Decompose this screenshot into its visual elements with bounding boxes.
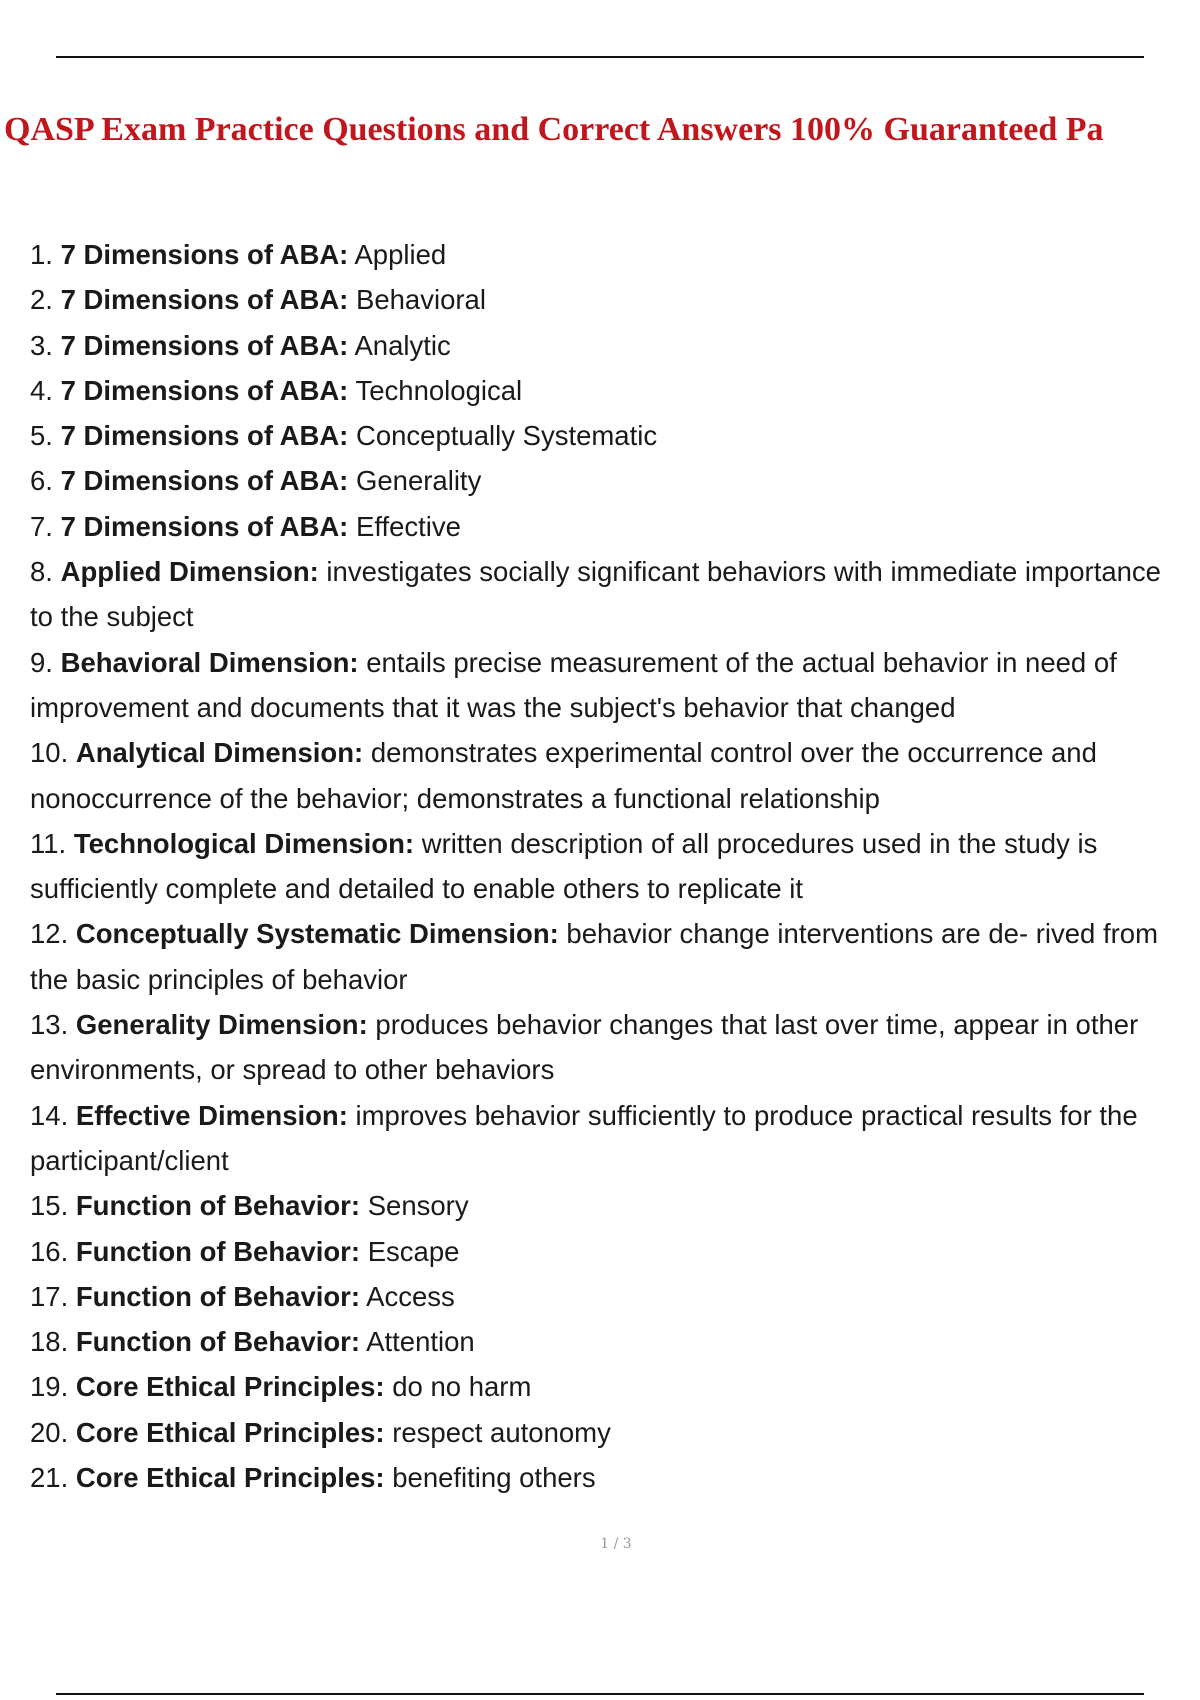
qa-item-definition: Generality: [355, 465, 482, 497]
qa-item-number: 1.: [30, 239, 53, 270]
qa-item-number: 10.: [30, 737, 69, 769]
qa-item: [30, 1410, 1190, 1455]
qa-item-definition: investigates socially significant behaviors with immediate importance to the subject: [30, 556, 1161, 633]
qa-item-number: 12.: [30, 918, 69, 950]
qa-item-definition: Conceptually Systematic: [355, 420, 658, 452]
qa-item-definition: entails precise measurement of the actual behavior in need of improvement and documents that it was the subject's behavior that changed: [30, 646, 1117, 723]
qa-item-term: Function of Behavior:: [75, 1190, 361, 1222]
qa-item-term: 7 Dimensions of ABA:: [60, 420, 349, 452]
qa-item-number: 11.: [30, 827, 67, 859]
qa-item: [30, 821, 1190, 912]
qa-item: [30, 730, 1190, 821]
qa-item: [30, 1319, 1190, 1364]
qa-item-number: 13.: [30, 1009, 69, 1041]
qa-item-term: Conceptually Systematic Dimension:: [75, 918, 559, 950]
qa-item-number: 9.: [30, 646, 53, 678]
qa-item-term: Core Ethical Principles:: [75, 1371, 385, 1403]
qa-item-number: 7.: [30, 510, 53, 542]
qa-item-number: 14.: [30, 1099, 69, 1131]
qa-item: [30, 323, 1190, 368]
qa-item-term: Technological Dimension:: [73, 827, 415, 859]
qa-item-term: Function of Behavior:: [75, 1326, 361, 1358]
qa-item-number: 3.: [30, 329, 53, 361]
qa-item-definition: benefiting others: [392, 1462, 596, 1494]
qa-item-definition: Applied: [354, 239, 447, 270]
qa-item: [30, 1002, 1190, 1093]
qa-item: [30, 458, 1190, 503]
qa-item: [30, 1183, 1190, 1228]
qa-item: [30, 640, 1190, 731]
qa-item-number: 4.: [30, 374, 53, 406]
qa-item-term: Effective Dimension:: [75, 1099, 348, 1131]
qa-item-number: 16.: [30, 1235, 69, 1267]
qa-item: [30, 504, 1190, 549]
qa-item: [30, 277, 1190, 322]
top-divider: [56, 56, 1144, 58]
qa-item-number: 19.: [30, 1371, 69, 1403]
qa-item-definition: Attention: [366, 1326, 475, 1358]
qa-item: [30, 911, 1190, 1002]
qa-item-definition: Analytic: [354, 329, 451, 361]
qa-item: [30, 368, 1190, 413]
qa-item-definition: behavior change interventions are de- rived from the basic principles of behavior: [30, 918, 1158, 995]
qa-item-term: Behavioral Dimension:: [60, 646, 359, 678]
qa-item-term: Function of Behavior:: [75, 1235, 361, 1267]
qa-item-definition: Behavioral: [355, 284, 486, 316]
qa-item-number: 18.: [30, 1326, 69, 1358]
qa-item-term: Applied Dimension:: [60, 556, 319, 588]
bottom-divider: [56, 1693, 1144, 1695]
qa-item-term: 7 Dimensions of ABA:: [60, 329, 349, 361]
qa-item: [30, 413, 1190, 458]
qa-item-definition: do no harm: [392, 1371, 532, 1403]
qa-item-term: 7 Dimensions of ABA:: [60, 284, 349, 316]
qa-item-term: 7 Dimensions of ABA:: [60, 465, 349, 497]
qa-item: [30, 1274, 1190, 1319]
qa-item: [30, 1364, 1190, 1409]
qa-item-number: 21.: [30, 1462, 69, 1494]
qa-item: [30, 1229, 1190, 1274]
qa-item-number: 6.: [30, 465, 53, 497]
qa-item-definition: produces behavior changes that last over time, appear in other environments, or spread to other behaviors: [30, 1009, 1139, 1086]
qa-item-number: 8.: [30, 556, 53, 588]
qa-item-definition: written description of all procedures used in the study is sufficiently complete and detailed to enable others to replicate it: [30, 827, 1098, 905]
qa-item-number: 2.: [30, 284, 53, 316]
qa-item-term: 7 Dimensions of ABA:: [60, 510, 349, 542]
qa-item-term: 7 Dimensions of ABA:: [60, 239, 349, 270]
qa-item-term: Core Ethical Principles:: [75, 1462, 385, 1494]
qa-item: [30, 1455, 1190, 1500]
qa-item-term: Generality Dimension:: [75, 1009, 368, 1041]
qa-item-number: 5.: [30, 420, 53, 452]
qa-item-number: 17.: [30, 1280, 69, 1312]
qa-item-term: Core Ethical Principles:: [75, 1416, 385, 1448]
qa-item-term: Function of Behavior:: [75, 1280, 361, 1312]
qa-item-number: 20.: [30, 1416, 69, 1448]
qa-item: [30, 1093, 1190, 1184]
qa-list: [30, 232, 1190, 1500]
qa-item-definition: Effective: [355, 510, 461, 542]
qa-item-definition: demonstrates experimental control over the occurrence and nonoccurrence of the behavior; demonstrates a functional relationship: [30, 737, 1097, 814]
qa-item-definition: Escape: [367, 1235, 460, 1267]
qa-item: [30, 232, 1190, 277]
qa-item-term: Analytical Dimension:: [75, 737, 364, 769]
qa-item-definition: Sensory: [367, 1190, 469, 1222]
qa-item-definition: improves behavior sufficiently to produce practical results for the participant/client: [30, 1099, 1138, 1176]
qa-item-number: 15.: [30, 1190, 69, 1222]
qa-item-definition: Access: [366, 1280, 455, 1312]
qa-item: [30, 549, 1190, 640]
qa-item-term: 7 Dimensions of ABA:: [60, 374, 349, 406]
qa-item-definition: Technological: [355, 374, 523, 406]
document-title: QASP Exam Practice Questions and Correct Answers 100% Guaranteed Pa: [4, 111, 1104, 148]
qa-item-definition: respect autonomy: [392, 1416, 611, 1448]
page-number: 1 / 3: [600, 1536, 632, 1552]
